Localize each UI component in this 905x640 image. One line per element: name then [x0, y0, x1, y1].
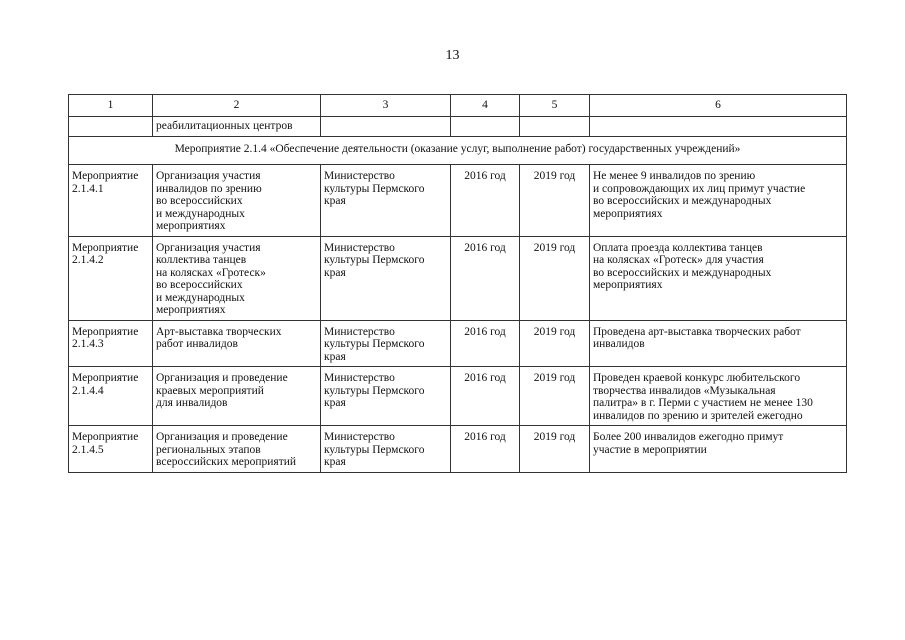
activity-code: Мероприятие 2.1.4.4 [69, 367, 153, 426]
activity-name: Организация участия коллектива танцев на колясках «Гротеск» во всероссийских и международных мероприятиях [153, 236, 321, 320]
activities-table [68, 94, 847, 473]
column-number-row [69, 95, 847, 117]
continuation-row [69, 117, 847, 137]
activity-result: Проведен краевой конкурс любительского творчества инвалидов «Музыкальная палитра» в г. Перми с участием не менее 130 инвалидов по зрению и зрителей ежегодно [590, 367, 847, 426]
activity-executor: Министерство культуры Пермского края [321, 426, 451, 473]
activity-start-year: 2016 год [451, 236, 520, 320]
activity-result: Оплата проезда коллектива танцев на колясках «Гротеск» для участия во всероссийских и международных мероприятиях [590, 236, 847, 320]
continuation-text: реабилитационных центров [153, 117, 321, 137]
empty-cell [590, 117, 847, 137]
activity-start-year: 2016 год [451, 367, 520, 426]
activity-code: Мероприятие 2.1.4.3 [69, 320, 153, 367]
activity-executor: Министерство культуры Пермского края [321, 320, 451, 367]
column-number: 4 [451, 95, 520, 117]
activity-result: Проведена арт-выставка творческих работ инвалидов [590, 320, 847, 367]
activity-row [69, 236, 847, 320]
empty-cell [520, 117, 590, 137]
activity-start-year: 2016 год [451, 320, 520, 367]
activity-code: Мероприятие 2.1.4.1 [69, 165, 153, 237]
activity-start-year: 2016 год [451, 426, 520, 473]
activity-row [69, 165, 847, 237]
activity-result: Более 200 инвалидов ежегодно примут участие в мероприятии [590, 426, 847, 473]
activity-start-year: 2016 год [451, 165, 520, 237]
activity-executor: Министерство культуры Пермского края [321, 367, 451, 426]
column-number: 3 [321, 95, 451, 117]
column-number: 5 [520, 95, 590, 117]
empty-cell [69, 117, 153, 137]
section-title: Мероприятие 2.1.4 «Обеспечение деятельности (оказание услуг, выполнение работ) государственных учреждений» [69, 137, 847, 165]
activity-executor: Министерство культуры Пермского края [321, 236, 451, 320]
empty-cell [451, 117, 520, 137]
activity-row [69, 367, 847, 426]
column-number: 6 [590, 95, 847, 117]
activity-name: Организация и проведение региональных этапов всероссийских мероприятий [153, 426, 321, 473]
activity-code: Мероприятие 2.1.4.5 [69, 426, 153, 473]
activity-code: Мероприятие 2.1.4.2 [69, 236, 153, 320]
page-number: 13 [445, 48, 460, 63]
column-number: 2 [153, 95, 321, 117]
activity-row [69, 426, 847, 473]
activity-name: Организация участия инвалидов по зрению во всероссийских и международных мероприятиях [153, 165, 321, 237]
activity-end-year: 2019 год [520, 165, 590, 237]
empty-cell [321, 117, 451, 137]
activity-end-year: 2019 год [520, 320, 590, 367]
activity-executor: Министерство культуры Пермского края [321, 165, 451, 237]
section-row [69, 137, 847, 165]
activity-end-year: 2019 год [520, 236, 590, 320]
activity-name: Арт-выставка творческих работ инвалидов [153, 320, 321, 367]
activity-result: Не менее 9 инвалидов по зрению и сопровождающих их лиц примут участие во всероссийских и международных мероприятиях [590, 165, 847, 237]
activity-row [69, 320, 847, 367]
column-number: 1 [69, 95, 153, 117]
activity-end-year: 2019 год [520, 367, 590, 426]
activity-name: Организация и проведение краевых мероприятий для инвалидов [153, 367, 321, 426]
activity-end-year: 2019 год [520, 426, 590, 473]
